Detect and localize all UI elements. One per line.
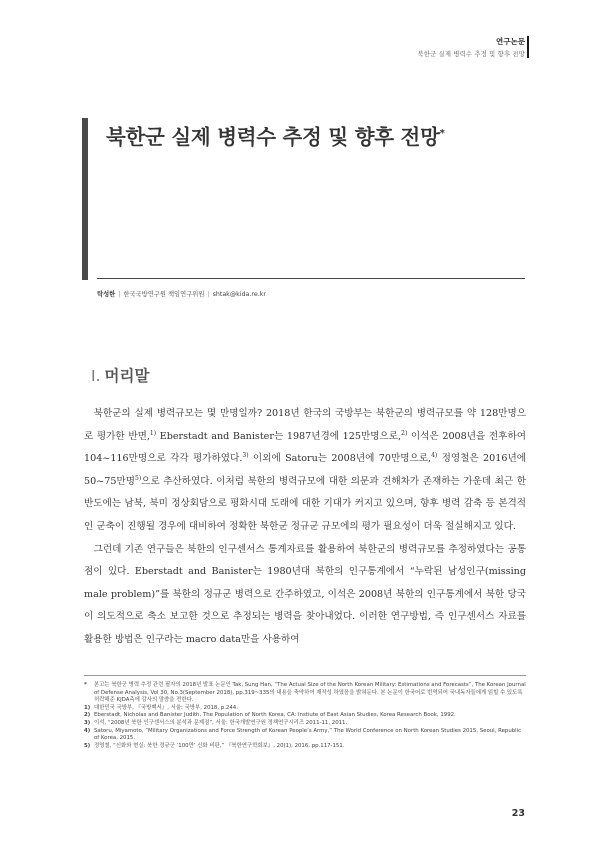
title-accent-bar <box>82 118 88 280</box>
footnote-ref[interactable]: 3) <box>242 452 249 459</box>
author-name: 탁성한 <box>97 291 116 298</box>
footnote-text: 이석, “2008년 북한 인구센서스의 분석과 문제점”, 서울: 한국개발연구원 정책연구시리즈 2011-11, 2011. <box>94 719 348 726</box>
article-title-mark: * <box>439 128 445 140</box>
title-rule <box>97 278 525 279</box>
footnote-ref[interactable]: 4) <box>431 452 438 459</box>
author-separator: | <box>207 291 210 298</box>
footnote-text: Eberstadt, Nicholas and Banister Judith, The Population of North Korea, CA: Instiute of East Asian Studies, Korea Research Book, 1992. <box>94 712 456 719</box>
article-title <box>106 120 445 150</box>
author-line <box>97 289 266 298</box>
text-run: 이석은 2008년을 전후하여 104~116만명으로 각각 평가하였다. <box>84 430 526 465</box>
footnote-rule <box>84 675 526 676</box>
text-run: 정영철은 2016년에 50~75만명 <box>84 453 526 487</box>
running-head-title: 북한군 실제 병력수 추정 및 향후 전망 <box>417 51 525 58</box>
text-run: 북한군의 실제 병력규모는 몇 만명일까? 2018년 한국의 국방부는 북한군의 병력규모를 약 128만명으로 평가한 반면, <box>84 408 526 442</box>
running-head <box>418 37 525 58</box>
footnote-text: 본고는 북한군 병력 추정 관련 필자의 2018년 발표 논문인 Tak, Sung Han, “The Actual Size of the North Korean Military: Estimations and Forecasts”, The Korean Journal of Defense Analysis, Vol 30, No.3(September 2018), pp.319~335의 내용을 축약하여 재작성 하였음을 밝혀둔다. 본 논문이 한국어로 번역되어 국내독자들에게 읽힐 수 있도록 허락해준 KJDA측에 감사의 말씀을 전한다. <box>94 682 526 704</box>
footnote-mark: * <box>84 682 87 688</box>
footnote-mark: 2) <box>84 712 91 719</box>
footnote-ref[interactable]: 1) <box>149 429 157 437</box>
text-run: 으로 추산하였다. 이처럼 북한의 병력규모에 대한 의문과 견해차가 존재하는 가운데 최근 한반도에는 남북, 북미 정상회담으로 평화시대 도래에 대한 기대가 커지고 있으며, 향후 병력 감축 등 본격적인 군축이 진행될 경우에 대비하여 정확한 북한군 정규군 규모에의 평가 필요성이 더욱 절실해지고 있다. <box>84 475 526 532</box>
footnote-text: 대한민국 국방부, 『국방백서』, 서울: 국방부, 2018, p.244. <box>94 704 238 711</box>
footnote-mark: 5) <box>84 742 91 749</box>
author-email: shtak@kida.re.kr <box>212 291 266 298</box>
footnote <box>84 728 526 743</box>
running-head-bar <box>527 36 529 58</box>
footnote-ref[interactable]: 2) <box>401 429 408 437</box>
footnote-mark: 4) <box>84 727 91 734</box>
footnote-mark: 1) <box>84 704 91 711</box>
section-number: Ⅰ. <box>91 367 101 385</box>
text-run: 이외에 Satoru는 2008년에 70만명으로, <box>248 453 432 465</box>
footnote <box>84 743 526 751</box>
footnote <box>84 682 526 705</box>
author-separator: | <box>118 291 121 298</box>
page-number: 23 <box>511 808 525 819</box>
running-head-section: 연구논문 <box>496 37 525 46</box>
footnote-text: Satoru, Miyamoto, “Military Organizations and Force Strength of Korean People’s Army,” The World Conference on North Korean Studies 2015, Seoul, Republic of Korea, 2015. <box>94 727 522 742</box>
body-text <box>84 403 526 652</box>
footnotes <box>84 682 526 750</box>
section-title: 머리말 <box>104 367 150 385</box>
text-run: Eberstadt and Banister는 1987년경에 125만명으로, <box>156 430 402 442</box>
footnote <box>84 712 526 720</box>
paragraph-2: 그런데 기존 연구들은 북한의 인구센서스 통계자료를 활용하여 북한군의 병력규모를 추정하였다는 공통점이 있다. Eberstadt and Banister는 1980년대 북한의 인구통계에서 “누락된 남성인구(missing male problem)”를 북한의 정규군 병력으로 간주하였고, 이석은 2008년 북한의 인구통계에서 북한 당국이 의도적으로 축소 보고한 것으로 추정되는 병력을 찾아내었다. 이러한 연구방법, 즉 인구센서스 자료를 활용한 방법은 인구라는 macro data만을 사용하여 <box>84 543 526 645</box>
footnote <box>84 720 526 728</box>
section-heading <box>91 364 149 386</box>
footnote-mark: 3) <box>84 719 91 726</box>
author-affiliation: 한국국방연구원 책임연구위원 <box>123 291 205 298</box>
footnote-text: 정영철, “신화와 현실: 북한 정규군 ‘100만’ 신화 비판,” 『북한연구학회보』, 20(1), 2016, pp.117-151. <box>94 742 345 749</box>
footnote <box>84 705 526 713</box>
footnote-ref[interactable]: 5) <box>135 474 142 482</box>
article-title-text: 북한군 실제 병력수 추정 및 향후 전망 <box>106 125 440 149</box>
paragraph-1 <box>84 403 526 539</box>
